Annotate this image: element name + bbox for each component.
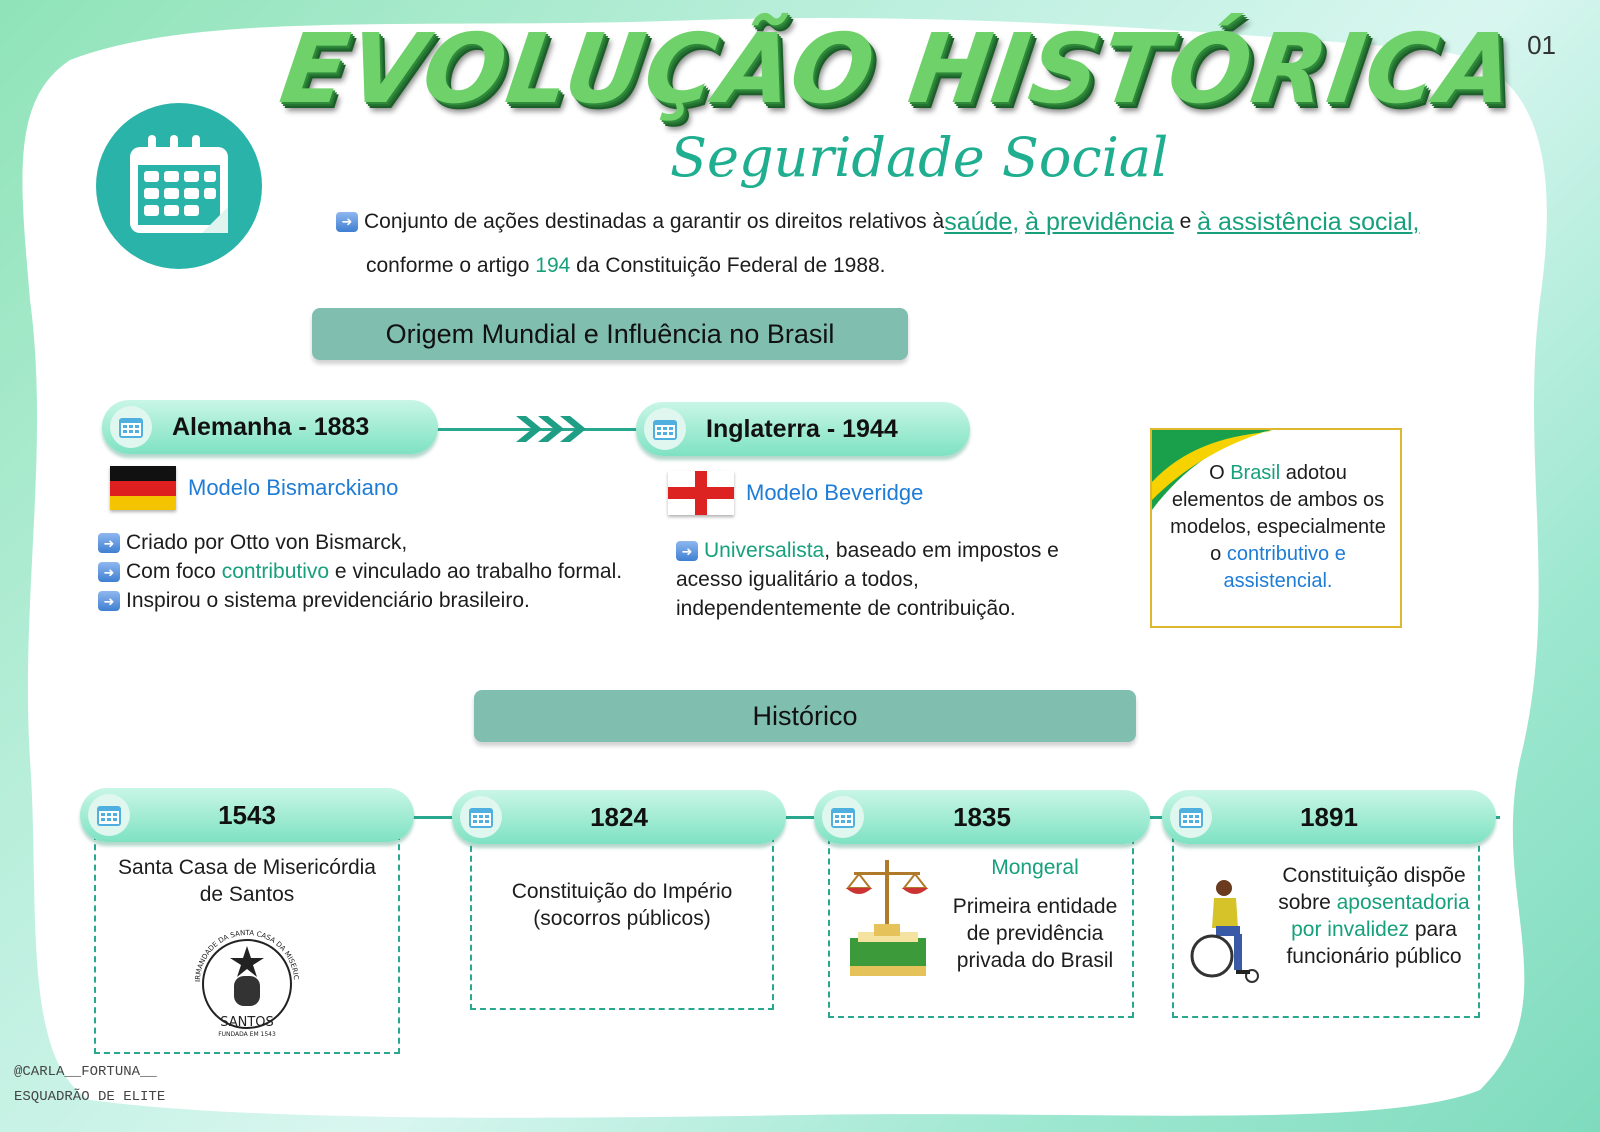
section-header-history: Histórico	[474, 690, 1136, 742]
brasil-highlight: Brasil	[1230, 462, 1281, 484]
germany-model	[110, 466, 398, 510]
england-model-label: Modelo Beveridge	[746, 480, 924, 505]
universalista-highlight: Universalista	[704, 539, 825, 562]
brasil-text: adotou elementos de ambos os modelos, especialmente o	[1170, 462, 1392, 565]
history-1543-text: Santa Casa de Misericórdia de Santos	[118, 856, 376, 906]
england-text: , baseado em impostos e	[824, 539, 1059, 562]
santa-casa-seal-icon	[182, 912, 312, 1042]
article-number: 194	[535, 254, 571, 277]
calendar-icon	[110, 406, 152, 448]
aposentadoria-highlight: aposentadoria	[1336, 891, 1470, 914]
mongeral-title: Mongeral	[991, 856, 1079, 879]
contributivo-highlight: contributivo	[221, 560, 330, 583]
contributivo-assistencial-highlight: contributivo e assistencial.	[1223, 543, 1346, 592]
history-year-1835: 1835	[953, 801, 1011, 832]
germany-bullet: Inspirou o sistema previdenciário brasileiro.	[126, 589, 530, 612]
invalidez-highlight: por invalidez	[1291, 918, 1410, 941]
history-year-1824: 1824	[590, 801, 648, 832]
section-header-origin: Origem Mundial e Influência no Brasil	[312, 308, 908, 360]
seal-top-text: IRMANDADE DA SANTA CASA DA MISERIC	[193, 928, 300, 983]
history-box-1543	[94, 834, 400, 1054]
history-1891-text: funcionário público	[1286, 945, 1462, 968]
history-pill-1824	[452, 790, 786, 844]
history-1824-text: Constituição do Império	[511, 880, 733, 903]
history-box-1824	[470, 836, 774, 1010]
england-flag-icon	[668, 471, 734, 515]
brasil-text: O	[1209, 462, 1231, 484]
wheelchair-person-icon	[1186, 878, 1266, 988]
calendar-icon	[822, 796, 864, 838]
history-1891-text: Constituição dispõe	[1282, 864, 1466, 887]
germany-model-label: Modelo Bismarckiano	[188, 475, 399, 500]
triple-chevron-icon	[514, 414, 588, 444]
previdencia-highlight: à previdência	[1025, 208, 1174, 236]
brasil-note-box	[1150, 428, 1402, 628]
history-1835-text: de previdência	[966, 922, 1104, 945]
intro-text	[336, 200, 1420, 288]
germany-bullet: Com foco	[126, 560, 222, 583]
assistencia-highlight: à assistência social,	[1197, 208, 1420, 236]
history-year-1543: 1543	[218, 799, 276, 830]
intro-conjunction: e	[1173, 210, 1198, 233]
history-1891-content	[1274, 862, 1474, 970]
intro-line2-start: conforme o artigo	[366, 254, 536, 277]
england-text: acesso igualitário a todos,	[676, 568, 919, 591]
calendar-icon	[88, 794, 130, 836]
calendar-icon	[1170, 796, 1212, 838]
law-book-scale-icon	[844, 860, 930, 980]
germany-pill	[102, 400, 438, 454]
calendar-icon	[460, 796, 502, 838]
germany-pill-label: Alemanha - 1883	[172, 412, 370, 441]
england-pill	[636, 402, 970, 456]
england-model	[668, 471, 923, 515]
history-year-1891: 1891	[1300, 801, 1358, 832]
brasil-note-text	[1162, 460, 1394, 595]
england-text: independentemente de contribuição.	[676, 597, 1016, 620]
germany-bullet: e vinculado ao trabalho formal.	[329, 560, 623, 583]
arrow-right-icon: ➜	[98, 591, 120, 611]
germany-bullet: Criado por Otto von Bismarck,	[126, 531, 408, 554]
subtitle: Seguridade Social	[670, 126, 1169, 189]
footer-credits	[14, 1060, 165, 1110]
history-box-1835	[828, 838, 1134, 1018]
history-1824-text: (socorros públicos)	[533, 907, 711, 930]
main-title: EVOLUÇÃO HISTÓRICA	[274, 13, 1524, 125]
germany-bullets	[98, 528, 622, 615]
arrow-right-icon: ➜	[98, 562, 120, 582]
history-pill-1891	[1162, 790, 1496, 844]
history-pill-1543	[80, 788, 414, 842]
saude-highlight: saúde,	[944, 208, 1020, 236]
calendar-icon	[124, 131, 234, 241]
author-handle: @CARLA__FORTUNA__	[14, 1064, 157, 1080]
history-1891-text: sobre	[1278, 891, 1337, 914]
arrow-right-icon: ➜	[98, 533, 120, 553]
history-pill-1835	[814, 790, 1150, 844]
history-1835-text: Primeira entidade	[952, 895, 1118, 918]
arrow-right-icon: ➜	[676, 541, 698, 561]
team-name: ESQUADRÃO DE ELITE	[14, 1089, 166, 1105]
seal-founded-text: FUNDADA EM 1543	[218, 1031, 276, 1038]
calendar-icon	[644, 408, 686, 450]
arrow-right-icon: ➜	[336, 212, 358, 232]
england-bullets	[676, 536, 1059, 623]
germany-flag-icon	[110, 466, 176, 510]
calendar-badge	[96, 103, 262, 269]
history-1835-text: privada do Brasil	[956, 949, 1114, 972]
page-number: 01	[1527, 30, 1556, 60]
history-box-1891	[1172, 836, 1480, 1018]
history-1835-content	[940, 854, 1130, 974]
intro-line2-end: da Constituição Federal de 1988.	[570, 254, 886, 277]
seal-city-text: SANTOS	[220, 1015, 274, 1030]
history-1891-text: para	[1409, 918, 1457, 941]
england-pill-label: Inglaterra - 1944	[706, 414, 898, 443]
intro-text-part: Conjunto de ações destinadas a garantir os direitos relativos à	[364, 210, 945, 233]
